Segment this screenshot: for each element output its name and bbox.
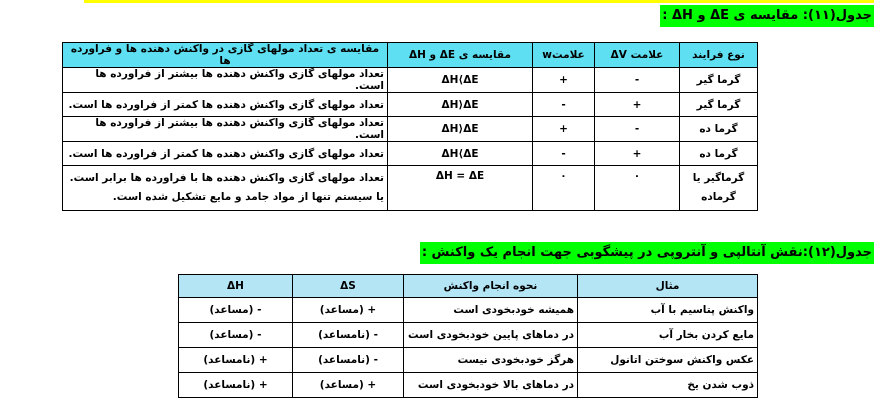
cell-dv-sign: ۰ (595, 166, 680, 211)
table12-header-row (179, 275, 758, 298)
cell-w-sign: + (533, 68, 595, 93)
process-type-line2: گرماده (701, 191, 736, 203)
cell-ds: + (مساعد) (293, 373, 404, 398)
table-row (179, 298, 758, 323)
cell-ds: + (مساعد) (293, 298, 404, 323)
table-row (63, 142, 758, 166)
table12-title: جدول(۱۲):نقش آنتالپی و آنتروپی در پیشگوبی جهت انجام یک واکنش : (420, 242, 874, 264)
cell-ds: - (نامساعد) (293, 348, 404, 373)
cell-w-sign: - (533, 93, 595, 117)
cell-gas-moles: تعداد مولهای گازی واکنش دهنده ها کمتر از فراورده ها است. (63, 142, 388, 166)
cell-dv-sign: - (595, 117, 680, 142)
header-example: مثال (578, 275, 758, 298)
table-row (179, 373, 758, 398)
table11-header-row (63, 43, 758, 68)
cell-gas-moles (63, 166, 388, 211)
cell-dh: - (مساعد) (179, 298, 293, 323)
cell-gas-moles: تعداد مولهای گازی واکنش دهنده ها بیشتر از فراورده ها است. (63, 68, 388, 93)
cell-dh-de-compare: ΔH = ΔE (388, 166, 533, 211)
process-type-line1: گرماگیر یا (692, 172, 745, 184)
cell-reaction-mode: هرگز خودبخودی نیست (404, 348, 578, 373)
cell-dv-sign: - (595, 68, 680, 93)
cell-process-type: گرما ده (680, 142, 758, 166)
header-dv-sign: علامت ΔV (595, 43, 680, 68)
cell-gas-moles: تعداد مولهای گازی واکنش دهنده ها کمتر از فراورده ها است. (63, 93, 388, 117)
gas-moles-line1: تعداد مولهای گازی واکنش دهنده ها با فراورده ها برابر است. (69, 172, 384, 184)
cell-w-sign: - (533, 142, 595, 166)
cell-dh-de-compare: ΔH⟩ΔE (388, 117, 533, 142)
cell-process-type: گرما ده (680, 117, 758, 142)
cell-example: واکنش پتاسیم با آب (578, 298, 758, 323)
cell-w-sign: ۰ (533, 166, 595, 211)
table-row (63, 117, 758, 142)
cell-dh-de-compare: ΔH⟩ΔE (388, 93, 533, 117)
header-reaction-mode: نحوه انجام واکنش (404, 275, 578, 298)
header-dh: ΔH (179, 275, 293, 298)
cell-example: ذوب شدن یخ (578, 373, 758, 398)
cell-example: عکس واکنش سوختن اتانول (578, 348, 758, 373)
top-highlight-line (84, 0, 874, 3)
cell-reaction-mode: در دماهای پایین خودبخودی است (404, 323, 578, 348)
header-process-type: نوع فرایند (680, 43, 758, 68)
cell-example: مایع کردن بخار آب (578, 323, 758, 348)
header-gas-moles-compare: مقایسه ی تعداد مولهای گازی در واکنش دهنده ها و فراورده ها (63, 43, 388, 68)
cell-dv-sign: + (595, 93, 680, 117)
table-row (63, 68, 758, 93)
cell-dh-de-compare: ΔH⟨ΔE (388, 68, 533, 93)
cell-dh: + (نامساعد) (179, 373, 293, 398)
cell-process-type: گرما گیر (680, 93, 758, 117)
table-row (63, 93, 758, 117)
cell-process-type: گرما گیر (680, 68, 758, 93)
cell-dh: - (مساعد) (179, 323, 293, 348)
cell-ds: - (نامساعد) (293, 323, 404, 348)
cell-w-sign: + (533, 117, 595, 142)
cell-gas-moles: تعداد مولهای گازی واکنش دهنده ها بیشتر از فراورده ها است. (63, 117, 388, 142)
cell-reaction-mode: همیشه خودبخودی است (404, 298, 578, 323)
table-row (179, 348, 758, 373)
cell-process-type (680, 166, 758, 211)
cell-dh: + (نامساعد) (179, 348, 293, 373)
table11-title: جدول(۱۱): مقایسه ی ΔE و ΔH : (660, 5, 874, 27)
table-row (179, 323, 758, 348)
header-w-sign: علامتw (533, 43, 595, 68)
table11 (62, 42, 758, 211)
cell-reaction-mode: در دماهای بالا خودبخودی است (404, 373, 578, 398)
table-row (63, 166, 758, 211)
cell-dh-de-compare: ΔH⟨ΔE (388, 142, 533, 166)
cell-dv-sign: + (595, 142, 680, 166)
header-dh-de-compare: مقایسه ی ΔE و ΔH (388, 43, 533, 68)
table12 (178, 274, 758, 398)
gas-moles-line2: یا سیستم تنها از مواد جامد و مایع تشکیل شده است. (112, 191, 384, 203)
header-ds: ΔS (293, 275, 404, 298)
